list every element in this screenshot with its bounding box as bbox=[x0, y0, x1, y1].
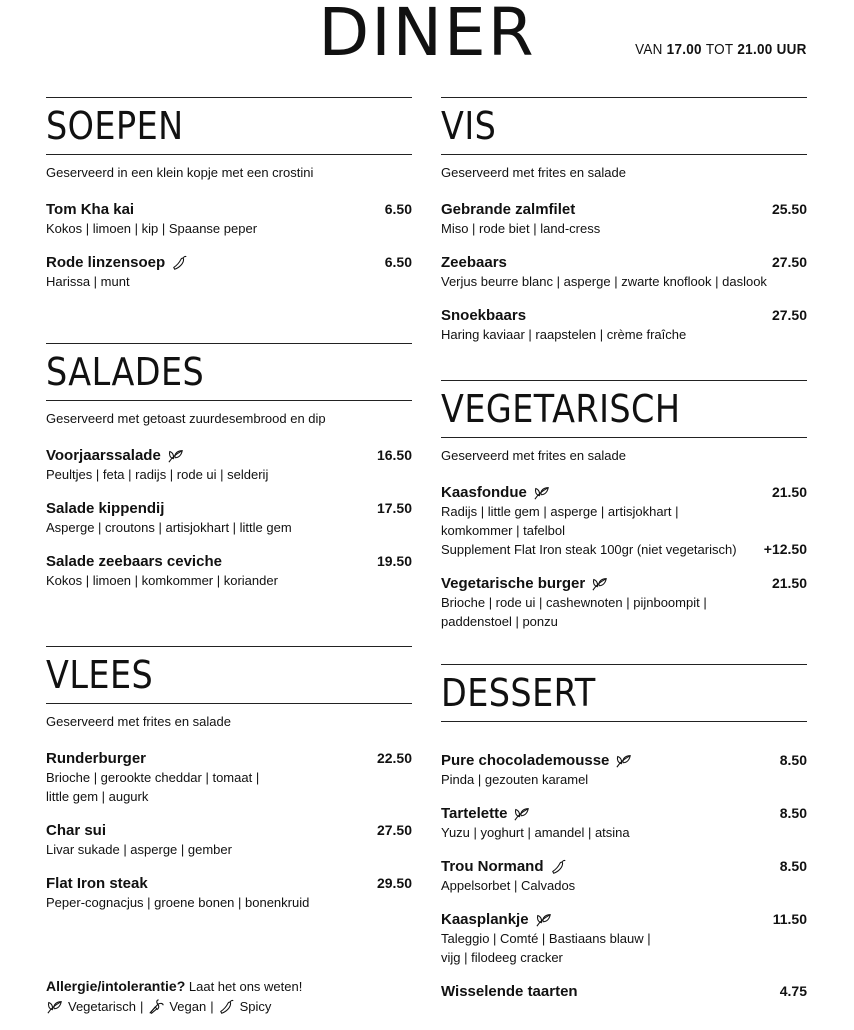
item-description: Haring kaviaar | raapstelen | crème fraîche bbox=[441, 327, 687, 342]
vegetarian-icon bbox=[533, 485, 551, 501]
section-soepen bbox=[46, 97, 412, 291]
menu-item bbox=[46, 552, 412, 590]
item-name bbox=[46, 253, 412, 272]
item-name bbox=[441, 483, 807, 502]
menu-item bbox=[441, 857, 807, 895]
item-name-text: Wisselende taarten bbox=[441, 983, 578, 1000]
item-name-text: Kaasfondue bbox=[441, 484, 527, 501]
item-price: 25.50 bbox=[771, 201, 807, 217]
item-name bbox=[441, 804, 807, 823]
menu-item bbox=[46, 821, 412, 859]
section-subtitle: Geserveerd met frites en salade bbox=[441, 448, 626, 463]
vegetarian-icon bbox=[513, 806, 531, 822]
item-description: Brioche | gerookte cheddar | tomaat | bbox=[46, 770, 260, 785]
opening-hours bbox=[635, 41, 807, 58]
item-name-text: Runderburger bbox=[46, 750, 147, 767]
item-description: Verjus beurre blanc | asperge | zwarte knoflook | daslook bbox=[441, 274, 767, 289]
section-subtitle: Geserveerd met getoast zuurdesembrood en dip bbox=[46, 411, 326, 426]
item-price: 21.50 bbox=[771, 575, 807, 591]
vegetarian-icon bbox=[167, 448, 185, 464]
legend-spicy: Spicy bbox=[239, 999, 272, 1014]
item-description: Harissa | munt bbox=[46, 274, 130, 289]
item-price: 8.50 bbox=[779, 858, 807, 874]
section-subtitle: Geserveerd met frites en salade bbox=[441, 165, 626, 180]
item-name-text: Kaasplankje bbox=[441, 911, 529, 928]
item-description: Kokos | limoen | komkommer | koriander bbox=[46, 573, 278, 588]
vegetarian-icon bbox=[615, 753, 633, 769]
item-name bbox=[441, 200, 807, 219]
item-description: little gem | augurk bbox=[46, 789, 149, 804]
item-description: paddenstoel | ponzu bbox=[441, 614, 558, 629]
item-name bbox=[441, 982, 807, 1001]
section-vlees bbox=[46, 646, 412, 912]
item-name-text: Salade zeebaars ceviche bbox=[46, 553, 222, 570]
item-name-text: Pure chocolademousse bbox=[441, 752, 610, 769]
supplement-text: Supplement Flat Iron steak 100gr (niet vegetarisch) bbox=[441, 542, 737, 557]
item-name bbox=[46, 552, 412, 571]
hours-to-word: TOT bbox=[706, 41, 734, 58]
item-price: 17.50 bbox=[376, 500, 412, 516]
menu-title: DINER bbox=[318, 0, 536, 71]
vegetarian-icon bbox=[535, 912, 553, 928]
item-price: 8.50 bbox=[779, 752, 807, 768]
section-title: DESSERT bbox=[441, 671, 596, 715]
menu-item bbox=[46, 499, 412, 537]
item-price: 27.50 bbox=[771, 254, 807, 270]
item-description: Miso | rode biet | land-cress bbox=[441, 221, 601, 236]
spicy-icon bbox=[550, 859, 568, 875]
legend-vegan: Vegan bbox=[169, 999, 207, 1014]
item-description: Appelsorbet | Calvados bbox=[441, 878, 576, 893]
section-salades bbox=[46, 343, 412, 590]
item-description: Asperge | croutons | artisjokhart | little gem bbox=[46, 520, 292, 535]
item-price: 27.50 bbox=[771, 307, 807, 323]
item-description: Taleggio | Comté | Bastiaans blauw | bbox=[441, 931, 651, 946]
vegetarian-icon bbox=[591, 576, 609, 592]
item-description: Yuzu | yoghurt | amandel | atsina bbox=[441, 825, 630, 840]
item-name-text: Rode linzensoep bbox=[46, 254, 166, 271]
menu-item bbox=[46, 200, 412, 238]
section-subtitle: Geserveerd in een klein kopje met een crostini bbox=[46, 165, 314, 180]
allergy-text: Laat het ons weten! bbox=[188, 979, 303, 994]
item-description: Radijs | little gem | asperge | artisjokhart | bbox=[441, 504, 679, 519]
item-name-text: Salade kippendij bbox=[46, 500, 165, 517]
item-price: 16.50 bbox=[376, 447, 412, 463]
section-dessert bbox=[441, 664, 807, 1001]
item-name-text: Char sui bbox=[46, 822, 107, 839]
item-name bbox=[441, 574, 807, 593]
item-price: 11.50 bbox=[772, 911, 807, 927]
menu-item bbox=[441, 200, 807, 238]
item-name-text: Trou Normand bbox=[441, 858, 544, 875]
allergy-footer bbox=[46, 976, 302, 1017]
hours-to: 21.00 UUR bbox=[737, 41, 807, 58]
vegan-icon bbox=[147, 999, 165, 1015]
menu-item bbox=[441, 804, 807, 842]
item-description: Brioche | rode ui | cashewnoten | pijnboompit | bbox=[441, 595, 707, 610]
legend-separator: | bbox=[139, 999, 144, 1014]
menu-item bbox=[441, 982, 807, 1001]
item-name bbox=[46, 499, 412, 518]
menu-item bbox=[441, 253, 807, 291]
section-vis bbox=[441, 97, 807, 344]
item-name-text: Flat Iron steak bbox=[46, 875, 148, 892]
item-price: 4.75 bbox=[779, 983, 807, 999]
item-name bbox=[441, 751, 807, 770]
menu-item bbox=[441, 751, 807, 789]
menu-item bbox=[46, 446, 412, 484]
spicy-icon bbox=[171, 255, 189, 271]
item-description: Livar sukade | asperge | gember bbox=[46, 842, 232, 857]
hours-from: 17.00 bbox=[667, 41, 703, 58]
item-price: 6.50 bbox=[384, 201, 412, 217]
section-title: SOEPEN bbox=[46, 104, 184, 148]
item-description: Peper-cognacjus | groene bonen | bonenkruid bbox=[46, 895, 310, 910]
item-description: Kokos | limoen | kip | Spaanse peper bbox=[46, 221, 258, 236]
menu-item bbox=[46, 874, 412, 912]
menu-item bbox=[46, 749, 412, 806]
item-name bbox=[46, 200, 412, 219]
item-name bbox=[441, 253, 807, 272]
item-name bbox=[46, 874, 412, 893]
section-title: SALADES bbox=[46, 350, 205, 394]
item-name bbox=[46, 749, 412, 768]
icon-legend bbox=[46, 997, 302, 1017]
section-title: VLEES bbox=[46, 653, 154, 697]
item-name-text: Tartelette bbox=[441, 805, 508, 822]
item-description: vijg | filodeeg cracker bbox=[441, 950, 563, 965]
item-name bbox=[441, 306, 807, 325]
item-supplement bbox=[441, 540, 807, 559]
item-name-text: Voorjaarssalade bbox=[46, 447, 161, 464]
menu-item bbox=[441, 483, 807, 559]
vegetarian-icon bbox=[46, 999, 64, 1015]
item-price: 19.50 bbox=[376, 553, 412, 569]
menu-item bbox=[441, 910, 807, 967]
item-price: 27.50 bbox=[376, 822, 412, 838]
menu-item bbox=[441, 306, 807, 344]
allergy-question: Allergie/intolerantie? bbox=[46, 978, 186, 994]
legend-vegetarian: Vegetarisch bbox=[68, 999, 136, 1014]
supplement-price: +12.50 bbox=[763, 541, 807, 557]
section-subtitle: Geserveerd met frites en salade bbox=[46, 714, 231, 729]
section-title: VEGETARISCH bbox=[441, 387, 681, 431]
item-price: 22.50 bbox=[376, 750, 412, 766]
item-name-text: Gebrande zalmfilet bbox=[441, 201, 576, 218]
section-vegetarisch bbox=[441, 380, 807, 631]
item-name-text: Tom Kha kai bbox=[46, 201, 135, 218]
item-price: 29.50 bbox=[376, 875, 412, 891]
item-price: 8.50 bbox=[779, 805, 807, 821]
item-price: 21.50 bbox=[771, 484, 807, 500]
section-title: VIS bbox=[441, 104, 497, 148]
menu-item bbox=[46, 253, 412, 291]
item-name-text: Zeebaars bbox=[441, 254, 507, 271]
item-name-text: Vegetarische burger bbox=[441, 575, 586, 592]
item-name bbox=[46, 821, 412, 840]
item-name-text: Snoekbaars bbox=[441, 307, 527, 324]
item-price: 6.50 bbox=[384, 254, 412, 270]
item-name bbox=[46, 446, 412, 465]
item-description: Pinda | gezouten karamel bbox=[441, 772, 589, 787]
spicy-icon bbox=[218, 999, 236, 1015]
hours-from-word: VAN bbox=[635, 41, 664, 58]
menu-item bbox=[441, 574, 807, 631]
item-name bbox=[441, 910, 807, 929]
item-description: Peultjes | feta | radijs | rode ui | selderij bbox=[46, 467, 269, 482]
item-name bbox=[441, 857, 807, 876]
legend-separator: | bbox=[210, 999, 214, 1014]
item-description: komkommer | tafelbol bbox=[441, 523, 566, 538]
